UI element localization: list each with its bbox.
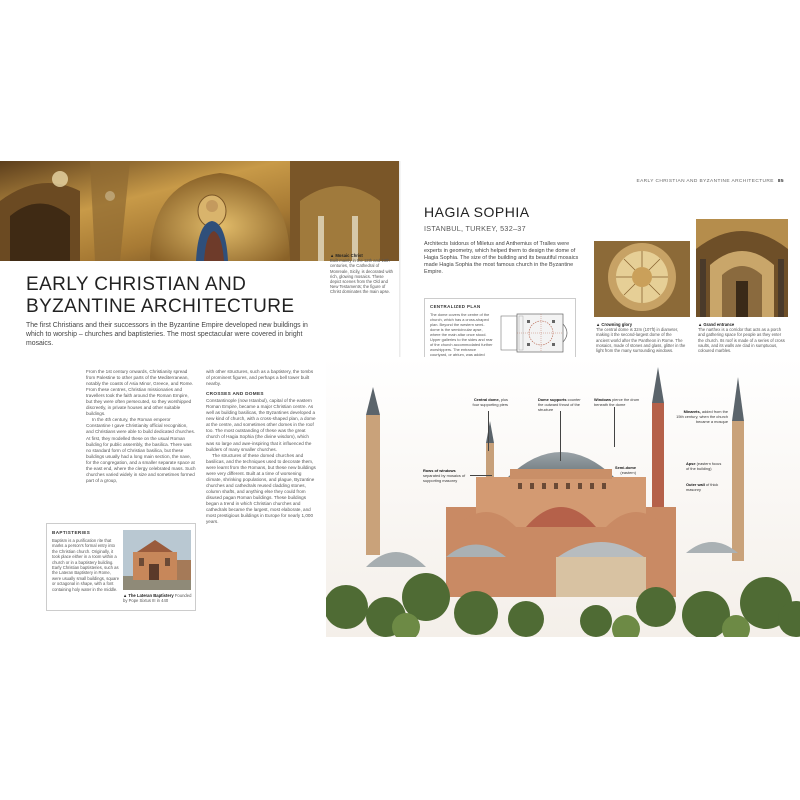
dome-caption-text: The central dome is 32m (107ft) in diameter, making it the second-largest dome of the ancient world after the Pantheon in Rome. The mosaics, made of stones and glass, glitter in the light from the many surrounding windows. xyxy=(596,327,686,354)
book-spread xyxy=(0,161,800,637)
col1-paragraph-2: In the 4th century, the Roman emperor Constantine I gave Christianity official recognition, and Christians were able to build dedicated churches. At first, they modelled these on the usual Roman building for public assembly, the basilica. There was no standard form of Christian basilica, but these buildings usually had a long main section, the nave, for the congregation, and a smaller separate space at the east end, where the clergy celebrated mass. Such churches varied widely in size and sometimes formed part of a group, xyxy=(86,417,196,483)
col1-paragraph-1: From the 1st century onwards, Christianity spread from Palestine to other parts of the Mediterranean, notably the coasts of Asia Minor, Greece, and Rome. From these centres, Christian missionaries and travellers took the faith around the Roman Empire, but they were often persecuted, so they worshipped discreetly, in private houses and other suitable buildings. xyxy=(86,369,194,417)
baptistery-caption: ▲ The Lateran Baptistery Founded by Pope Sixtus III in 440 xyxy=(123,593,192,604)
entrance-caption-title: Grand entrance xyxy=(703,322,735,327)
leader-line-central-dome xyxy=(488,411,489,451)
label-minarets-title: Minarets, xyxy=(683,409,701,414)
leader-line-dome-supports xyxy=(560,411,561,461)
entrance-caption-text: The narthex is a corridor that acts as a porch and gathering space for people as they enter the church. Its roof is made of a series of cross vaults, and its walls are clad in sumptuous, coloured marbles. xyxy=(698,327,785,354)
baptistery-caption-text: Founded by Pope Sixtus III in 440 xyxy=(123,593,192,604)
label-apse-title: Apse xyxy=(686,461,696,466)
label-windows-title: Windows xyxy=(594,397,612,402)
label-outer-wall-title: Outer wall xyxy=(686,482,705,487)
label-outer-wall xyxy=(686,483,726,493)
label-apse xyxy=(686,462,724,472)
baptisteries-box xyxy=(46,523,196,611)
label-central-dome-text: plus four supporting piers xyxy=(472,397,508,407)
leader-line-windows xyxy=(614,407,615,447)
label-windows-text: pierce the drum beneath the dome xyxy=(594,397,640,407)
entrance-caption: ▲ Grand entrance The narthex is a corridor that acts as a porch and gathering space for people as they enter the church. Its roof is made of a series of cross vaults, and its walls are clad in sumptuous, coloured marbles. xyxy=(698,322,785,354)
running-head-text: EARLY CHRISTIAN AND BYZANTINE ARCHITECTURE xyxy=(636,179,774,184)
running-head xyxy=(636,179,784,184)
mosaic-caption-title: Mosaic Christ xyxy=(335,253,363,258)
mosaic-christ-photo xyxy=(0,161,400,261)
col2-paragraph-1: with other structures, such as a baptistery, the tombs of prominent figures, and perhaps a bell tower built nearby. xyxy=(206,369,314,387)
baptistery-caption-title: The Lateran Baptistery xyxy=(128,593,174,598)
hagia-sophia-subtitle: ISTANBUL, TURKEY, 532–37 xyxy=(424,224,526,233)
label-semi-dome xyxy=(602,466,636,476)
dome-caption-title: Crowning glory xyxy=(601,322,633,327)
hagia-sophia-body: Architects Isidorus of Miletus and Anthemius of Tralles were experts in geometry, which helped them to design the dome of Hagia Sophia. The size of the building and its beautiful mosaics made Hagia Sophia the most famous church in the Byzantine Empire. xyxy=(424,241,579,275)
mosaic-caption-text: Built mainly in the 12th and 13th centuries, the Cathedral of Monreale, Sicily, is decorated with rich, glowing mosaics. These depict scenes from the Old and New Testaments; the figure of Christ dominates the main apse. xyxy=(330,258,393,295)
intro-text: The first Christians and their successors in the Byzantine Empire developed new buildings in which to worship – churches and baptisteries. The most spectacular were covered in bright mosaics. xyxy=(26,322,308,348)
col2-paragraph-2: Constantinople (now Istanbul), capital of the eastern Roman Empire, became a major Christian centre. As well as building basilicas, the Byzantines developed a new kind of church, with a cross-shaped plan, a dome at the centre, and sometimes other domes in the roof too. The most outstanding of these was the great church of Hagia Sophia (the divine wisdom), which was so large and awe-inspiring that it influenced the builders of many smaller churches. xyxy=(206,398,316,452)
label-minarets xyxy=(676,410,728,424)
baptisteries-text: Baptism is a purification rite that marks a person's formal entry into the Christian church. Originally, it took place either in a room within a church or in a baptistery building. Early Christian baptisteries, such as the Lateran Baptistery in Rome, were usually small buildings, square or octagonal in shape, with a font containing holy water in the middle. xyxy=(52,538,120,592)
label-outer-wall-text: of thick masonry xyxy=(686,482,719,492)
mosaic-caption: ▲ Mosaic Christ Built mainly in the 12th and 13th centuries, the Cathedral of Monreale, Sicily, is decorated with rich, glowing mosaics. These depict scenes from the Old and New Testaments; the figure of Christ dominates the main apse. xyxy=(330,253,393,295)
page-number: 85 xyxy=(777,179,784,184)
label-rows-windows-text: separated by mosaics of supporting masonry xyxy=(423,472,466,483)
col2-paragraph-3: The structures of these domed churches and basilicas, and the techniques used to decorate them, were learnt from the Romans, but these new buildings were very different. Built at a time of worsening climate, shrinking populations, and plague, Byzantine churches and cathedrals reused cladding stones, column shafts, and anything else they could from disused pagan Roman buildings. These buildings began a trend in which Christian churches and cathedrals became the largest, most elaborate, and most prestigious buildings in Europe for nearly 1,000 years. xyxy=(206,452,316,525)
narthex-entrance-photo xyxy=(696,219,788,317)
text-column-2 xyxy=(206,369,318,525)
label-dome-supports-title: Dome supports xyxy=(538,397,567,402)
title-and: AND xyxy=(204,274,247,295)
title-part2: BYZANTINE ARCHITECTURE xyxy=(26,296,295,317)
label-rows-of-windows xyxy=(423,469,469,483)
crosses-domes-subhead: CROSSES AND DOMES xyxy=(206,391,264,397)
label-central-dome xyxy=(468,398,508,408)
plan-text: The dome covers the centre of the church, which has a cross-shaped plan. Beyond the western semi-dome is the semicircular apse, where the main altar once stood. Upper galleries to the sides and rear of the church accommodated further worshippers. The entrance courtyard, or atrium, was added xyxy=(430,312,493,357)
label-windows xyxy=(594,398,640,408)
lateran-baptistery-photo xyxy=(123,530,191,590)
label-apse-text: (eastern focus of the building) xyxy=(686,461,722,471)
plan-title: CENTRALIZED PLAN xyxy=(430,304,481,309)
baptisteries-title: BAPTISTERIES xyxy=(52,530,91,535)
dome-caption: ▲ Crowning glory The central dome is 32m (107ft) in diameter, making it the second-largest dome of the ancient world after the Pantheon in Rome. The mosaics, made of stones and glass, glitter in the light from the many surrounding windows. xyxy=(596,322,686,354)
label-dome-supports-text: counter the outward thrust of the structure xyxy=(538,397,581,412)
label-minarets-text: added from the 15th century, when the church became a mosque xyxy=(676,409,728,424)
hagia-sophia-title: HAGIA SOPHIA xyxy=(424,204,530,220)
label-semi-dome-title: Semi-dome xyxy=(615,465,636,470)
label-semi-dome-text: (eastern) xyxy=(620,469,636,475)
floor-plan-drawing xyxy=(499,310,571,356)
text-column-1 xyxy=(86,369,196,484)
label-rows-windows-title: Rows of windows xyxy=(423,468,456,473)
leader-line-rows-windows xyxy=(470,475,492,476)
title-part1: EARLY CHRISTIAN xyxy=(26,274,201,295)
dome-interior-photo xyxy=(594,241,690,317)
label-central-dome-title: Central dome, xyxy=(473,397,500,402)
page-title xyxy=(26,274,326,318)
